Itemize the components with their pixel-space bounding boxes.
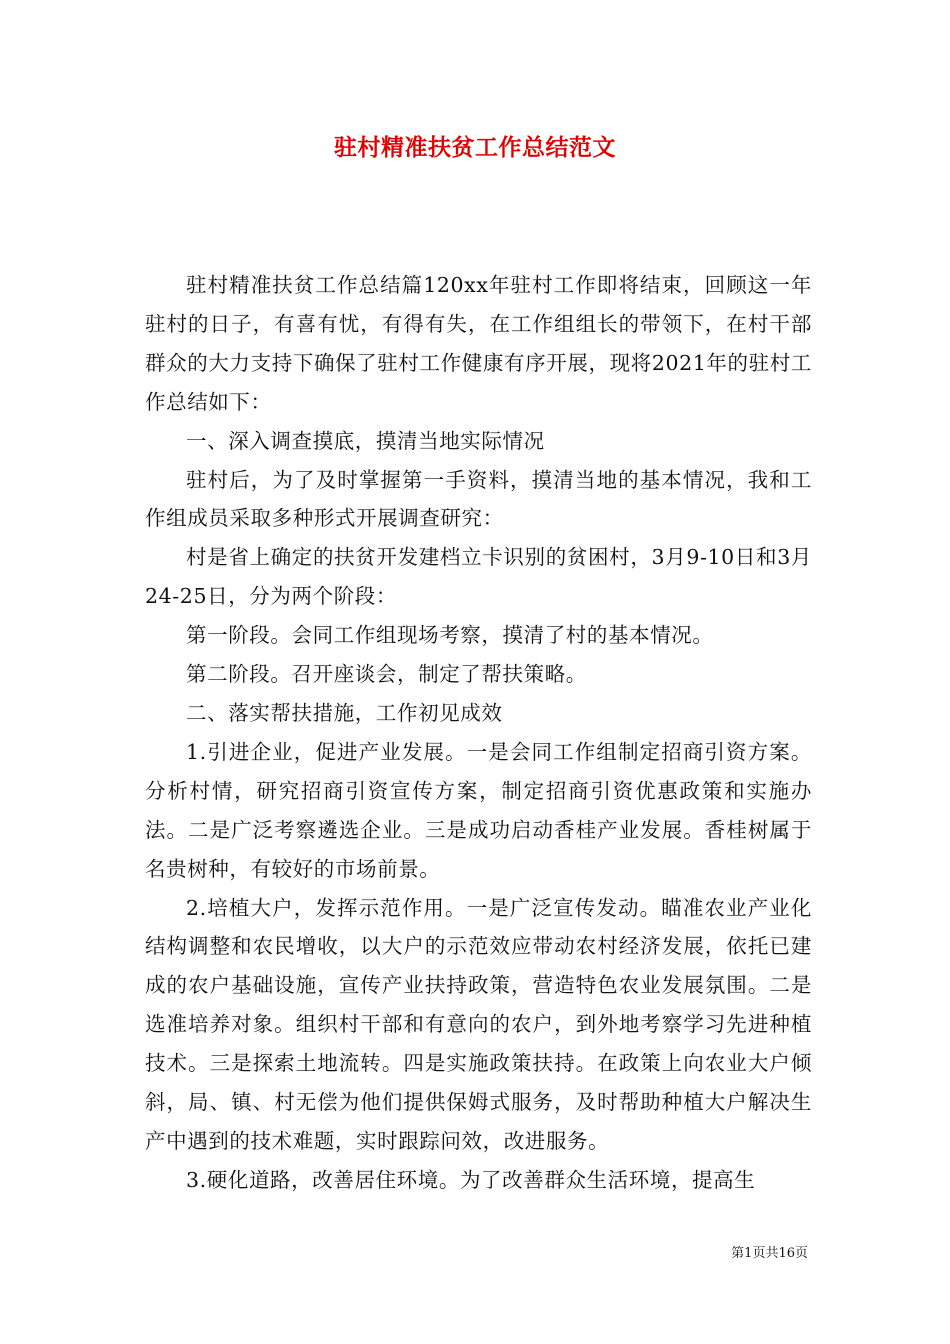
paragraph: 2.培植大户，发挥示范作用。一是广泛宣传发动。瞄准农业产业化结构调整和农民增收，以大户的示范效应带动农村经济发展，依托已建成的农户基础设施，宣传产业扶持政策，营造特色农业发展氛围。二是选准培养对象。组织村干部和有意向的农户，到外地考察学习先进种植技术。三是探索土地流转。四是实施政策扶持。在政策上向农业大户倾斜，局、镇、村无偿为他们提供保姆式服务，及时帮助种植大户解决生产中遇到的技术难题，实时跟踪问效，改进服务。: [145, 895, 812, 1153]
paragraph: 村是省上确定的扶贫开发建档立卡识别的贫困村，3月9-10日和3月24-25日，分为两个阶段：: [145, 545, 812, 609]
document-title: 驻村精准扶贫工作总结范文: [334, 135, 616, 161]
paragraph-intro: 驻村精准扶贫工作总结篇120xx年驻村工作即将结束，回顾这一年驻村的日子，有喜有忧，有得有失，在工作组组长的带领下，在村干部群众的大力支持下确保了驻村工作健康有序开展，现将2021年的驻村工作总结如下：: [145, 273, 812, 414]
page-number-footer: 第1页共16页: [731, 1246, 808, 1261]
paragraph: 驻村后，为了及时掌握第一手资料，摸清当地的基本情况，我和工作组成员采取多种形式开展调查研究：: [145, 467, 812, 531]
paragraph: 1.引进企业，促进产业发展。一是会同工作组制定招商引资方案。分析村情，研究招商引资宣传方案，制定招商引资优惠政策和实施办法。二是广泛考察遴选企业。三是成功启动香桂产业发展。香桂树属于名贵树种，有较好的市场前景。: [145, 739, 812, 881]
paragraph: 第二阶段。召开座谈会，制定了帮扶策略。: [186, 662, 587, 687]
section-heading-2: 二、落实帮扶措施，工作初见成效: [186, 700, 503, 725]
document-body: [145, 266, 812, 1200]
paragraph: 3.硬化道路，改善居住环境。为了改善群众生活环境，提高生: [186, 1167, 756, 1192]
paragraph: 第一阶段。会同工作组现场考察，摸清了村的基本情况。: [186, 623, 714, 648]
section-heading-1: 一、深入调查摸底，摸清当地实际情况: [186, 428, 545, 453]
